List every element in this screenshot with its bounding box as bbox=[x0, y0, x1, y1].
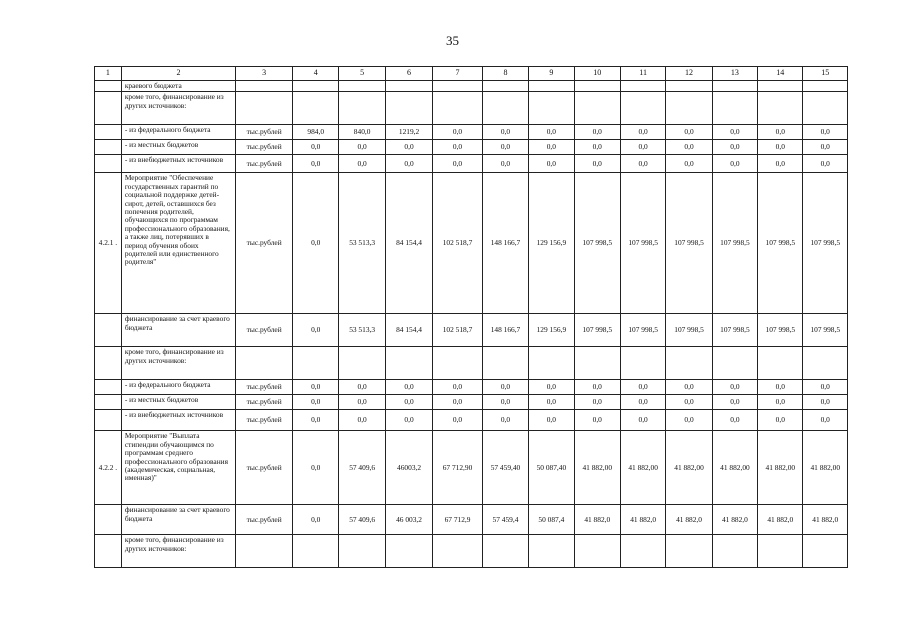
value-cell bbox=[293, 81, 339, 92]
value-cell: 0,0 bbox=[482, 380, 528, 395]
value-cell: 0,0 bbox=[293, 505, 339, 535]
value-cell: 107 998,5 bbox=[803, 314, 848, 347]
value-cell: 0,0 bbox=[666, 155, 712, 173]
row-index-cell: 4.2.1 . bbox=[95, 173, 122, 314]
description-cell: - из федерального бюджета bbox=[121, 125, 235, 140]
value-cell: 0,0 bbox=[712, 155, 757, 173]
row-index-cell bbox=[95, 410, 122, 431]
value-cell: 1219,2 bbox=[385, 125, 432, 140]
value-cell: 57 459,40 bbox=[482, 431, 528, 505]
value-cell: 0,0 bbox=[433, 380, 483, 395]
unit-cell: тыс.рублей bbox=[236, 380, 293, 395]
value-cell: 0,0 bbox=[620, 380, 665, 395]
value-cell bbox=[433, 347, 483, 380]
value-cell bbox=[666, 535, 712, 568]
value-cell: 0,0 bbox=[293, 431, 339, 505]
row-index-cell bbox=[95, 535, 122, 568]
value-cell: 0,0 bbox=[803, 395, 848, 410]
value-cell: 107 998,5 bbox=[712, 314, 757, 347]
value-cell bbox=[712, 92, 757, 125]
value-cell: 0,0 bbox=[803, 155, 848, 173]
unit-cell: тыс.рублей bbox=[236, 410, 293, 431]
value-cell: 0,0 bbox=[803, 140, 848, 155]
value-cell: 57 459,4 bbox=[482, 505, 528, 535]
value-cell bbox=[339, 92, 385, 125]
value-cell bbox=[803, 347, 848, 380]
value-cell: 0,0 bbox=[758, 140, 803, 155]
value-cell bbox=[574, 81, 620, 92]
value-cell bbox=[482, 347, 528, 380]
value-cell: 41 882,00 bbox=[712, 431, 757, 505]
value-cell: 0,0 bbox=[712, 395, 757, 410]
unit-cell: тыс.рублей bbox=[236, 173, 293, 314]
description-cell: - из местных бюджетов bbox=[121, 395, 235, 410]
column-number: 10 bbox=[574, 67, 620, 81]
value-cell bbox=[529, 81, 574, 92]
value-cell: 0,0 bbox=[758, 395, 803, 410]
value-cell bbox=[758, 535, 803, 568]
value-cell: 0,0 bbox=[758, 155, 803, 173]
value-cell: 0,0 bbox=[529, 125, 574, 140]
value-cell: 57 409,6 bbox=[339, 431, 385, 505]
value-cell bbox=[433, 81, 483, 92]
column-number: 9 bbox=[529, 67, 574, 81]
value-cell: 46003,2 bbox=[385, 431, 432, 505]
row-index-cell bbox=[95, 92, 122, 125]
unit-cell: тыс.рублей bbox=[236, 125, 293, 140]
value-cell bbox=[293, 347, 339, 380]
value-cell: 0,0 bbox=[293, 395, 339, 410]
value-cell: 41 882,0 bbox=[666, 505, 712, 535]
value-cell: 0,0 bbox=[339, 155, 385, 173]
column-number: 4 bbox=[293, 67, 339, 81]
value-cell bbox=[433, 535, 483, 568]
column-number: 8 bbox=[482, 67, 528, 81]
value-cell: 0,0 bbox=[293, 380, 339, 395]
value-cell: 0,0 bbox=[293, 140, 339, 155]
value-cell bbox=[758, 81, 803, 92]
value-cell: 107 998,5 bbox=[574, 173, 620, 314]
table-row bbox=[95, 505, 848, 535]
value-cell: 0,0 bbox=[385, 380, 432, 395]
value-cell: 84 154,4 bbox=[385, 173, 432, 314]
value-cell: 0,0 bbox=[482, 395, 528, 410]
value-cell: 0,0 bbox=[620, 140, 665, 155]
value-cell: 0,0 bbox=[712, 140, 757, 155]
value-cell bbox=[529, 92, 574, 125]
value-cell: 0,0 bbox=[666, 380, 712, 395]
value-cell: 107 998,5 bbox=[620, 314, 665, 347]
value-cell: 0,0 bbox=[574, 395, 620, 410]
value-cell: 0,0 bbox=[293, 410, 339, 431]
value-cell: 0,0 bbox=[574, 125, 620, 140]
value-cell: 0,0 bbox=[482, 140, 528, 155]
value-cell bbox=[339, 347, 385, 380]
value-cell: 107 998,5 bbox=[803, 173, 848, 314]
value-cell bbox=[666, 81, 712, 92]
value-cell: 148 166,7 bbox=[482, 173, 528, 314]
value-cell: 0,0 bbox=[574, 155, 620, 173]
value-cell bbox=[803, 92, 848, 125]
row-index-cell bbox=[95, 140, 122, 155]
table-row bbox=[95, 140, 848, 155]
value-cell: 0,0 bbox=[339, 380, 385, 395]
value-cell bbox=[758, 347, 803, 380]
value-cell: 0,0 bbox=[385, 410, 432, 431]
value-cell: 0,0 bbox=[433, 410, 483, 431]
row-index-cell bbox=[95, 125, 122, 140]
unit-cell bbox=[236, 92, 293, 125]
value-cell: 50 087,40 bbox=[529, 431, 574, 505]
financing-table bbox=[94, 66, 848, 568]
value-cell bbox=[529, 535, 574, 568]
value-cell: 0,0 bbox=[385, 155, 432, 173]
value-cell: 0,0 bbox=[339, 410, 385, 431]
value-cell: 840,0 bbox=[339, 125, 385, 140]
value-cell: 0,0 bbox=[482, 410, 528, 431]
unit-cell: тыс.рублей bbox=[236, 140, 293, 155]
value-cell bbox=[482, 535, 528, 568]
row-index-cell bbox=[95, 380, 122, 395]
column-number: 1 bbox=[95, 67, 122, 81]
value-cell bbox=[712, 81, 757, 92]
value-cell: 0,0 bbox=[385, 140, 432, 155]
value-cell bbox=[385, 347, 432, 380]
value-cell bbox=[385, 535, 432, 568]
column-number: 15 bbox=[803, 67, 848, 81]
column-number: 13 bbox=[712, 67, 757, 81]
value-cell: 0,0 bbox=[712, 410, 757, 431]
value-cell: 107 998,5 bbox=[574, 314, 620, 347]
description-cell: - из федерального бюджета bbox=[121, 380, 235, 395]
value-cell: 0,0 bbox=[803, 410, 848, 431]
column-number-row bbox=[95, 67, 848, 81]
value-cell: 0,0 bbox=[529, 380, 574, 395]
value-cell bbox=[385, 92, 432, 125]
table-row bbox=[95, 125, 848, 140]
value-cell: 0,0 bbox=[433, 395, 483, 410]
value-cell bbox=[433, 92, 483, 125]
row-index-cell bbox=[95, 395, 122, 410]
column-number: 14 bbox=[758, 67, 803, 81]
value-cell: 0,0 bbox=[293, 314, 339, 347]
value-cell: 41 882,00 bbox=[574, 431, 620, 505]
value-cell: 0,0 bbox=[620, 155, 665, 173]
value-cell: 67 712,90 bbox=[433, 431, 483, 505]
value-cell: 0,0 bbox=[666, 140, 712, 155]
column-number: 12 bbox=[666, 67, 712, 81]
value-cell: 0,0 bbox=[803, 380, 848, 395]
value-cell: 0,0 bbox=[758, 410, 803, 431]
table-row bbox=[95, 395, 848, 410]
value-cell bbox=[482, 92, 528, 125]
row-index-cell bbox=[95, 155, 122, 173]
value-cell: 57 409,6 bbox=[339, 505, 385, 535]
value-cell: 0,0 bbox=[482, 125, 528, 140]
value-cell bbox=[293, 535, 339, 568]
table-row bbox=[95, 535, 848, 568]
column-number: 5 bbox=[339, 67, 385, 81]
value-cell: 41 882,0 bbox=[803, 505, 848, 535]
value-cell: 41 882,0 bbox=[758, 505, 803, 535]
value-cell bbox=[666, 347, 712, 380]
table-row bbox=[95, 431, 848, 505]
value-cell: 0,0 bbox=[666, 395, 712, 410]
description-cell: краевого бюджета bbox=[121, 81, 235, 92]
column-number: 7 bbox=[433, 67, 483, 81]
value-cell bbox=[803, 535, 848, 568]
description-cell: Мероприятие "Обеспечение государственных гарантий по социальной поддержке детей-сирот, детей, оставшихся без попечения родителей, обучающихся по программам профессионального образования, а также лиц, потерявших в период обучения обоих родителей или единственного родителя" bbox=[121, 173, 235, 314]
table-row bbox=[95, 81, 848, 92]
value-cell: 84 154,4 bbox=[385, 314, 432, 347]
value-cell: 129 156,9 bbox=[529, 314, 574, 347]
row-index-cell bbox=[95, 505, 122, 535]
column-number: 2 bbox=[121, 67, 235, 81]
value-cell bbox=[574, 535, 620, 568]
value-cell: 0,0 bbox=[529, 140, 574, 155]
value-cell: 46 003,2 bbox=[385, 505, 432, 535]
value-cell bbox=[666, 92, 712, 125]
value-cell: 0,0 bbox=[574, 410, 620, 431]
value-cell: 53 513,3 bbox=[339, 173, 385, 314]
description-cell: - из местных бюджетов bbox=[121, 140, 235, 155]
unit-cell bbox=[236, 347, 293, 380]
value-cell: 107 998,5 bbox=[712, 173, 757, 314]
description-cell: - из внебюджетных источников bbox=[121, 410, 235, 431]
value-cell bbox=[620, 347, 665, 380]
value-cell: 41 882,00 bbox=[620, 431, 665, 505]
value-cell bbox=[385, 81, 432, 92]
value-cell bbox=[574, 347, 620, 380]
page-number: 35 bbox=[446, 33, 459, 48]
value-cell: 53 513,3 bbox=[339, 314, 385, 347]
value-cell: 0,0 bbox=[385, 395, 432, 410]
description-cell: кроме того, финансирование из других источников: bbox=[121, 92, 235, 125]
value-cell: 984,0 bbox=[293, 125, 339, 140]
table-row bbox=[95, 155, 848, 173]
value-cell: 0,0 bbox=[433, 125, 483, 140]
unit-cell bbox=[236, 535, 293, 568]
description-cell: финансирование за счет краевого бюджета bbox=[121, 505, 235, 535]
value-cell: 0,0 bbox=[529, 410, 574, 431]
table-row bbox=[95, 347, 848, 380]
row-index-cell: 4.2.2 . bbox=[95, 431, 122, 505]
value-cell bbox=[339, 81, 385, 92]
value-cell: 0,0 bbox=[293, 173, 339, 314]
value-cell bbox=[803, 81, 848, 92]
value-cell: 107 998,5 bbox=[758, 173, 803, 314]
value-cell bbox=[293, 92, 339, 125]
unit-cell bbox=[236, 81, 293, 92]
value-cell bbox=[620, 92, 665, 125]
value-cell: 0,0 bbox=[620, 395, 665, 410]
value-cell: 0,0 bbox=[574, 140, 620, 155]
table-row bbox=[95, 314, 848, 347]
value-cell bbox=[339, 535, 385, 568]
unit-cell: тыс.рублей bbox=[236, 155, 293, 173]
row-index-cell bbox=[95, 81, 122, 92]
column-number: 11 bbox=[620, 67, 665, 81]
value-cell bbox=[620, 535, 665, 568]
description-cell: финансирование за счет краевого бюджета bbox=[121, 314, 235, 347]
value-cell bbox=[712, 535, 757, 568]
value-cell bbox=[574, 92, 620, 125]
value-cell bbox=[529, 347, 574, 380]
value-cell: 41 882,0 bbox=[620, 505, 665, 535]
value-cell: 41 882,0 bbox=[712, 505, 757, 535]
value-cell: 0,0 bbox=[620, 125, 665, 140]
value-cell: 0,0 bbox=[339, 140, 385, 155]
column-number: 3 bbox=[236, 67, 293, 81]
table-row bbox=[95, 380, 848, 395]
value-cell: 41 882,00 bbox=[666, 431, 712, 505]
unit-cell: тыс.рублей bbox=[236, 431, 293, 505]
value-cell bbox=[620, 81, 665, 92]
value-cell: 0,0 bbox=[529, 395, 574, 410]
value-cell: 0,0 bbox=[574, 380, 620, 395]
description-cell: кроме того, финансирование из других источников: bbox=[121, 347, 235, 380]
value-cell bbox=[482, 81, 528, 92]
value-cell: 107 998,5 bbox=[666, 314, 712, 347]
column-number: 6 bbox=[385, 67, 432, 81]
value-cell: 0,0 bbox=[433, 155, 483, 173]
value-cell: 41 882,0 bbox=[574, 505, 620, 535]
value-cell: 0,0 bbox=[758, 380, 803, 395]
description-cell: - из внебюджетных источников bbox=[121, 155, 235, 173]
unit-cell: тыс.рублей bbox=[236, 505, 293, 535]
unit-cell: тыс.рублей bbox=[236, 314, 293, 347]
value-cell: 0,0 bbox=[666, 125, 712, 140]
row-index-cell bbox=[95, 314, 122, 347]
value-cell: 0,0 bbox=[433, 140, 483, 155]
value-cell: 102 518,7 bbox=[433, 173, 483, 314]
value-cell: 0,0 bbox=[712, 380, 757, 395]
value-cell: 0,0 bbox=[293, 155, 339, 173]
value-cell: 0,0 bbox=[803, 125, 848, 140]
value-cell: 107 998,5 bbox=[758, 314, 803, 347]
value-cell: 0,0 bbox=[758, 125, 803, 140]
unit-cell: тыс.рублей bbox=[236, 395, 293, 410]
table-row bbox=[95, 92, 848, 125]
table-row bbox=[95, 410, 848, 431]
table-row bbox=[95, 173, 848, 314]
value-cell: 107 998,5 bbox=[620, 173, 665, 314]
value-cell bbox=[758, 92, 803, 125]
description-cell: Мероприятие "Выплата стипендии обучающимся по программам среднего профессионального образования (академическая, социальная, именная)" bbox=[121, 431, 235, 505]
description-cell: кроме того, финансирование из других источников: bbox=[121, 535, 235, 568]
value-cell: 67 712,9 bbox=[433, 505, 483, 535]
value-cell: 41 882,00 bbox=[803, 431, 848, 505]
value-cell: 0,0 bbox=[339, 395, 385, 410]
value-cell: 107 998,5 bbox=[666, 173, 712, 314]
value-cell: 129 156,9 bbox=[529, 173, 574, 314]
value-cell: 0,0 bbox=[529, 155, 574, 173]
value-cell: 0,0 bbox=[482, 155, 528, 173]
value-cell: 41 882,00 bbox=[758, 431, 803, 505]
value-cell: 0,0 bbox=[712, 125, 757, 140]
value-cell: 0,0 bbox=[666, 410, 712, 431]
value-cell bbox=[712, 347, 757, 380]
value-cell: 0,0 bbox=[620, 410, 665, 431]
value-cell: 148 166,7 bbox=[482, 314, 528, 347]
value-cell: 102 518,7 bbox=[433, 314, 483, 347]
value-cell: 50 087,4 bbox=[529, 505, 574, 535]
row-index-cell bbox=[95, 347, 122, 380]
